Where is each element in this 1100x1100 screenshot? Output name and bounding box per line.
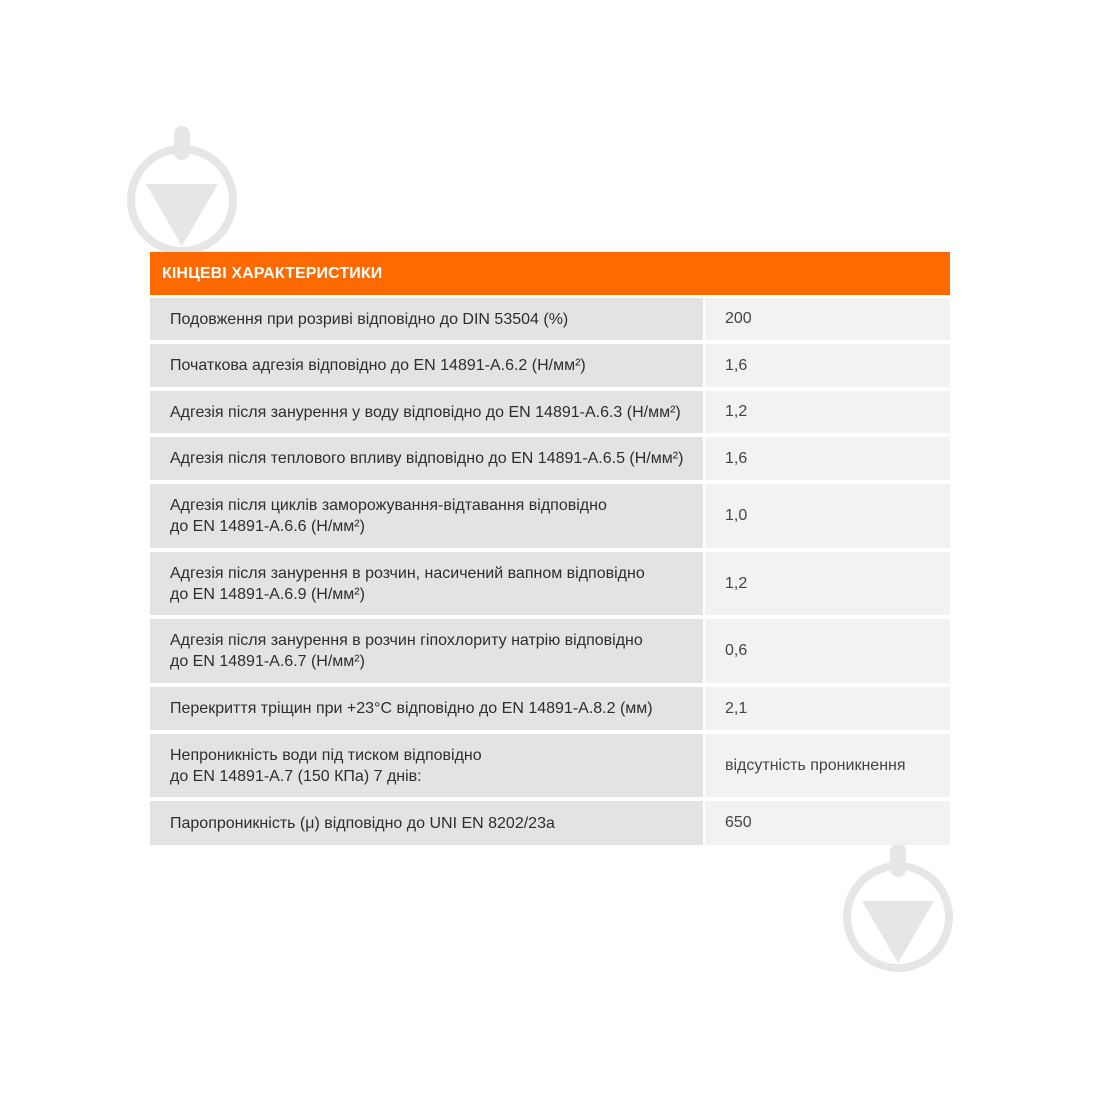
row-value-text: 1,2 <box>725 403 748 420</box>
row-value-text: 1,6 <box>725 356 748 374</box>
row-value <box>705 298 950 340</box>
table-row <box>150 687 950 730</box>
row-label <box>150 437 703 480</box>
row-label-line: до EN 14891-A.7 (150 КПа) 7 днів: <box>170 767 422 785</box>
row-value-text: 0,6 <box>725 642 748 659</box>
row-value <box>705 687 950 730</box>
table-row <box>150 437 950 480</box>
row-label-text: Паропроникність (μ) відповідно до UNI EN 8202/23a <box>170 814 555 832</box>
table-row <box>150 344 950 387</box>
row-label-text: Адгезія після теплового впливу відповідно до EN 14891-A.6.5 (Н/мм²) <box>170 450 684 467</box>
row-label <box>150 801 703 845</box>
row-value-text: 1,2 <box>725 574 748 592</box>
table-row <box>150 298 950 340</box>
trowel-drop-icon <box>126 126 238 258</box>
row-label-line: Непроникність води під тиском відповідно <box>170 746 482 764</box>
row-label-line: до EN 14891-A.6.9 (Н/мм²) <box>170 585 365 603</box>
row-label <box>150 619 703 683</box>
row-label-line: Адгезія після циклів заморожування-відтавання відповідно <box>170 497 607 514</box>
row-value <box>705 437 950 480</box>
row-label-line: Адгезія після занурення в розчин, насичений вапном відповідно <box>170 564 645 582</box>
row-value-text: 650 <box>725 814 752 831</box>
row-label-text: Адгезія після занурення у воду відповідно до EN 14891-A.6.3 (Н/мм²) <box>170 403 681 421</box>
row-value <box>705 801 950 845</box>
row-value-text: 200 <box>725 310 752 327</box>
row-label <box>150 734 703 797</box>
row-value <box>705 391 950 433</box>
row-value-text: 2,1 <box>725 699 748 717</box>
row-label <box>150 298 703 340</box>
row-value-text: 1,6 <box>725 449 748 467</box>
row-label <box>150 344 703 387</box>
row-label <box>150 391 703 433</box>
table-row <box>150 391 950 433</box>
table-header <box>150 252 950 295</box>
table-row <box>150 801 950 845</box>
row-label-line: Адгезія після занурення в розчин гіпохлориту натрію відповідно <box>170 632 643 649</box>
row-label-text: Подовження при розриві відповідно до DIN 53504 (%) <box>170 310 569 328</box>
row-label-line: до EN 14891-A.6.6 (Н/мм²) <box>170 518 365 535</box>
row-label-line: до EN 14891-A.6.7 (Н/мм²) <box>170 653 365 670</box>
row-value <box>705 619 950 683</box>
table-row <box>150 619 950 683</box>
row-value <box>705 484 950 548</box>
table-row <box>150 734 950 797</box>
row-value <box>705 734 950 797</box>
row-label <box>150 687 703 730</box>
row-label <box>150 484 703 548</box>
row-label-text: Перекриття тріщин при +23°С відповідно до EN 14891-A.8.2 (мм) <box>170 700 653 717</box>
table-row <box>150 552 950 615</box>
row-label-text: Початкова адгезія відповідно до EN 14891-A.6.2 (Н/мм²) <box>170 357 586 374</box>
row-value-text: відсутність проникнення <box>725 756 906 774</box>
trowel-drop-icon <box>842 843 954 975</box>
row-value <box>705 344 950 387</box>
row-value-text: 1,0 <box>725 507 748 524</box>
table-row <box>150 484 950 548</box>
table-title: КІНЦЕВІ ХАРАКТЕРИСТИКИ <box>162 264 383 282</box>
row-label <box>150 552 703 615</box>
specifications-table <box>150 252 950 845</box>
row-value <box>705 552 950 615</box>
